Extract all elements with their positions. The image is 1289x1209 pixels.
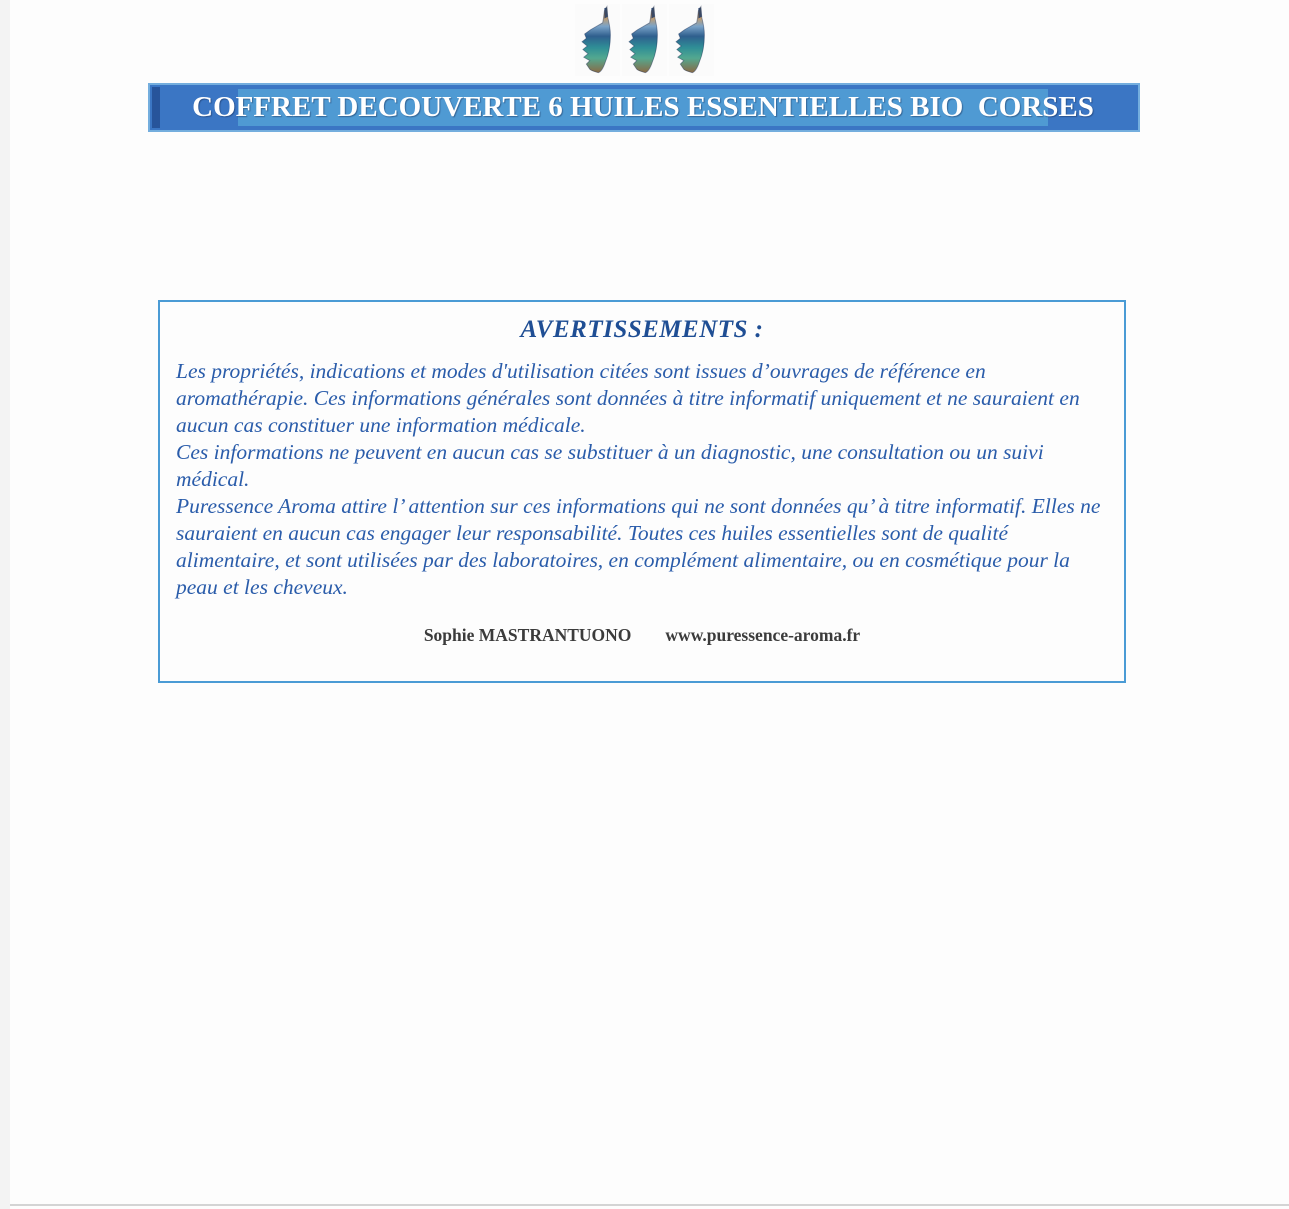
corsica-logo (622, 4, 667, 76)
warning-paragraph-1: Les propriétés, indications et modes d'utilisation citées sont issues d’ouvrages de référence en aromathérapie. Ces informations générales sont données à titre informatif uniquement et ne sauraient en aucun cas constituer une information médicale. (176, 359, 1080, 437)
corsica-island-icon (670, 5, 713, 75)
banner-title-highlight (192, 89, 1094, 126)
warning-footer (176, 625, 1108, 646)
page-bottom-edge (10, 1204, 1289, 1206)
warning-heading: AVERTISSEMENTS : (520, 316, 764, 343)
banner-accent-bar (152, 87, 160, 128)
page-left-gutter (0, 0, 10, 1209)
warning-paragraph-3: Puressence Aroma attire l’ attention sur ces informations qui ne sont données qu’ à titre informatif. Elles ne sauraient en aucun cas engager leur responsabilité. Toutes ces huiles essentielles sont de qualité alimentaire, et sont utilisées par des laboratoires, en complément alimentaire, ou en cosmétique pour la peau et les cheveux. (176, 494, 1101, 599)
corsica-logo (575, 4, 620, 76)
website-url: www.puressence-aroma.fr (665, 625, 861, 645)
corsica-island-icon (623, 5, 666, 75)
warning-paragraph-2: Ces informations ne peuvent en aucun cas se substituer à un diagnostic, une consultation ou un suivi médical. (176, 440, 1044, 491)
title-banner (148, 83, 1140, 132)
corsica-logo (669, 4, 714, 76)
warning-box (158, 300, 1126, 683)
corsica-island-icon (576, 5, 619, 75)
logo-row (0, 4, 1289, 76)
author-name: Sophie MASTRANTUONO (423, 625, 632, 645)
document-title: COFFRET DECOUVERTE 6 HUILES ESSENTIELLES BIO CORSES (192, 91, 1094, 123)
